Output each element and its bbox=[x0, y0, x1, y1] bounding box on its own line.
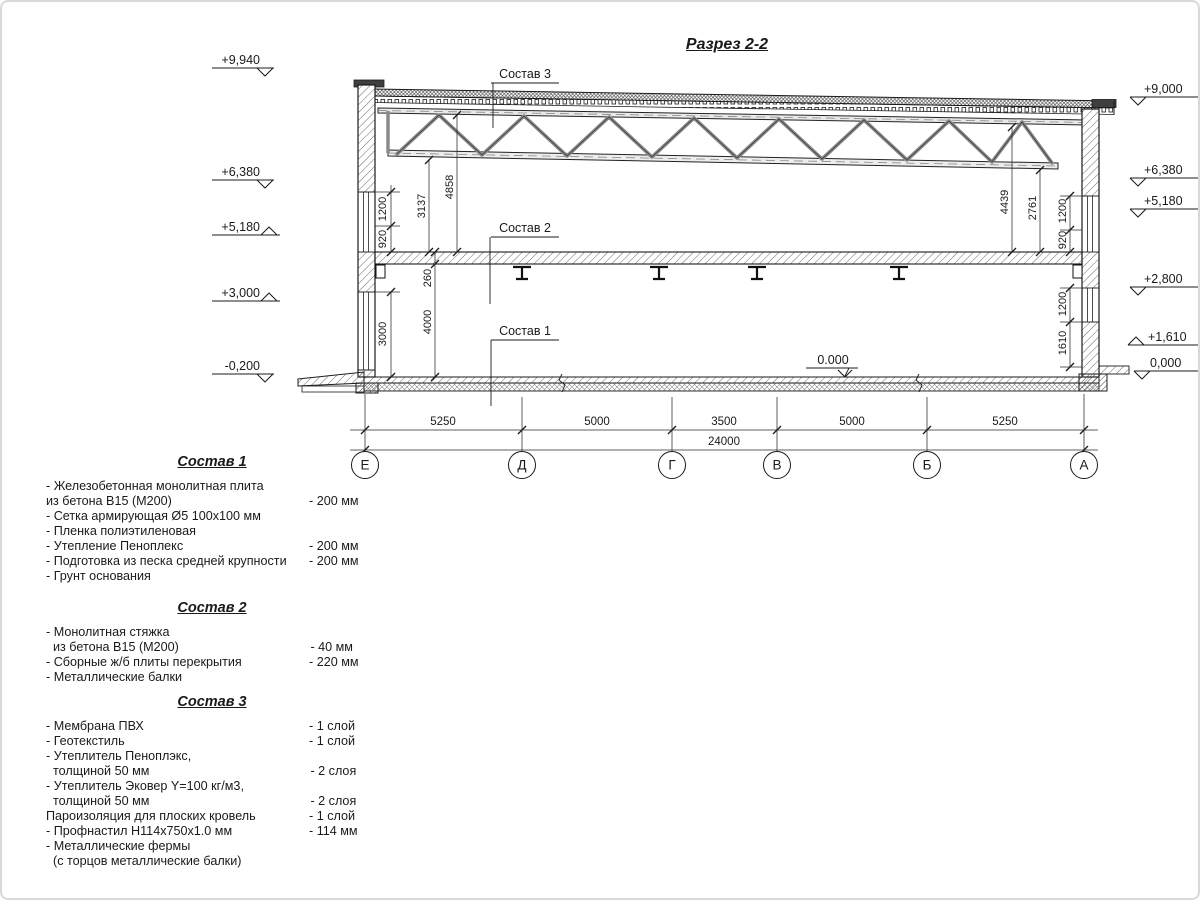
dim-label: 5000 bbox=[584, 416, 610, 428]
layer-value: - 2 слоя bbox=[310, 794, 357, 808]
layer-value: - 200 мм bbox=[309, 539, 359, 553]
elevation-label: +9,000 bbox=[1144, 82, 1183, 96]
layer-name: из бетона В15 (М200) bbox=[53, 640, 179, 654]
legend-section-3 bbox=[46, 694, 378, 869]
apron-left bbox=[298, 372, 364, 386]
elevation-label: +6,380 bbox=[1144, 163, 1183, 177]
layer-value: - 1 слой bbox=[309, 809, 356, 823]
layer-name: - Монолитная стяжка bbox=[46, 625, 170, 639]
elevation-mark bbox=[212, 286, 280, 301]
axis-label: Д bbox=[517, 457, 527, 473]
foundation-right bbox=[1079, 374, 1107, 391]
dim-label: 3500 bbox=[711, 416, 737, 428]
ledge-right bbox=[1099, 366, 1129, 374]
dim-label: 920 bbox=[1057, 230, 1069, 250]
layer-name: - Пленка полиэтиленовая bbox=[46, 524, 196, 538]
elevation-label: +1,610 bbox=[1148, 330, 1187, 344]
layer-value bbox=[309, 479, 378, 494]
legend-heading: Состав 1 bbox=[177, 454, 247, 470]
leader-label: Состав 1 bbox=[499, 324, 551, 338]
layer-value bbox=[309, 625, 378, 640]
layer-value: - 220 мм bbox=[309, 655, 359, 669]
right-wall bbox=[1082, 109, 1099, 377]
dim-label: 2761 bbox=[1027, 195, 1039, 221]
elevation-mark bbox=[1134, 356, 1200, 379]
axis-label: Е bbox=[360, 457, 370, 473]
layer-name: толщиной 50 мм bbox=[53, 764, 150, 778]
layer-name: Пароизоляция для плоских кровель bbox=[46, 809, 256, 823]
layer-name: - Геотекстиль bbox=[46, 734, 125, 748]
elevation-label: 0.000 bbox=[817, 353, 849, 367]
layer-value bbox=[309, 749, 378, 764]
layer-name: - Мембрана ПВХ bbox=[46, 719, 144, 733]
elevation-mark bbox=[1128, 330, 1200, 345]
roof-edge-cap bbox=[1092, 100, 1116, 108]
elevation-label: 0,000 bbox=[1150, 356, 1182, 370]
layer-value: - 40 мм bbox=[310, 640, 353, 654]
dim-label: 5000 bbox=[839, 416, 865, 428]
legend-row bbox=[46, 734, 378, 749]
ground-floor-slab bbox=[298, 366, 1129, 393]
legend-row bbox=[46, 554, 378, 569]
legend-row bbox=[46, 779, 378, 794]
dim-label: 1200 bbox=[1057, 198, 1069, 224]
dim-label: 4000 bbox=[422, 309, 434, 335]
elevation-mark bbox=[1130, 163, 1200, 186]
legend-row bbox=[46, 539, 378, 554]
elevation-label: -0,200 bbox=[224, 359, 260, 373]
bottom-dimensions bbox=[350, 394, 1098, 454]
dim-label: 5250 bbox=[430, 416, 456, 428]
legend-row bbox=[46, 479, 378, 494]
dim-label: 5250 bbox=[992, 416, 1018, 428]
layer-name: - Грунт основания bbox=[46, 569, 151, 583]
dim-total-label: 24000 bbox=[708, 436, 740, 448]
legend-heading: Состав 3 bbox=[177, 694, 247, 710]
layer-name: - Утеплитель Эковер Y=100 кг/м3, bbox=[46, 779, 244, 793]
layer-name: - Сборные ж/б плиты перекрытия bbox=[46, 655, 242, 669]
elevation-label: +5,180 bbox=[221, 220, 260, 234]
floor-slab-mid bbox=[375, 252, 1082, 264]
layer-name: - Металлические балки bbox=[46, 670, 183, 684]
layer-name: - Утеплитель Пеноплэкс, bbox=[46, 749, 192, 763]
leader-label: Состав 3 bbox=[499, 67, 551, 81]
legend-row bbox=[46, 509, 378, 524]
legend-row bbox=[46, 719, 378, 734]
legend-row bbox=[46, 749, 378, 764]
elevation-marks-right bbox=[1128, 82, 1200, 379]
legend-row bbox=[46, 764, 378, 779]
left-wall bbox=[358, 85, 375, 377]
elevation-label: +3,000 bbox=[221, 286, 260, 300]
legend-section-2 bbox=[46, 600, 378, 685]
foundation-left bbox=[356, 383, 378, 393]
legend-row bbox=[46, 569, 378, 584]
layer-name: (с торцов металлические балки) bbox=[53, 854, 242, 868]
legend-row bbox=[46, 824, 378, 839]
layer-name: - Железобетонная монолитная плита bbox=[46, 479, 264, 493]
dim-label: 1610 bbox=[1057, 330, 1069, 356]
layer-name: из бетона В15 (М200) bbox=[46, 494, 172, 508]
axis-label: А bbox=[1079, 457, 1089, 473]
layer-value: - 200 мм bbox=[309, 494, 359, 508]
layer-name: - Металлические фермы bbox=[46, 839, 191, 853]
legend-section-1 bbox=[46, 454, 378, 584]
layer-value bbox=[309, 569, 378, 584]
dim-label: 920 bbox=[377, 229, 389, 249]
dim-label: 1200 bbox=[377, 196, 389, 222]
layer-value: - 1 слой bbox=[309, 719, 356, 733]
layer-name: - Сетка армирующая Ø5 100х100 мм bbox=[46, 509, 261, 523]
legend-row bbox=[46, 809, 378, 824]
layer-value bbox=[310, 854, 378, 869]
dim-label: 4439 bbox=[999, 189, 1011, 215]
elevation-label: +5,180 bbox=[1144, 194, 1183, 208]
elevation-mark bbox=[1130, 82, 1200, 105]
building-section bbox=[298, 80, 1129, 393]
dim-label: 260 bbox=[422, 268, 434, 288]
layer-value: - 1 слой bbox=[309, 734, 356, 748]
roof-truss bbox=[378, 108, 1087, 169]
elevation-label: +6,380 bbox=[221, 165, 260, 179]
layer-value: - 200 мм bbox=[309, 554, 359, 568]
drawing-title: Разрез 2-2 bbox=[685, 36, 769, 53]
elevation-marks-left bbox=[212, 53, 280, 382]
elevation-mark bbox=[1130, 272, 1200, 295]
layer-value bbox=[309, 839, 378, 854]
elevation-mark bbox=[212, 359, 274, 382]
layer-value bbox=[309, 509, 378, 524]
floor-zero-mark bbox=[806, 353, 858, 377]
layer-value: - 114 мм bbox=[309, 824, 358, 838]
layer-name: - Подготовка из песка средней крупности bbox=[46, 554, 287, 568]
dim-label: 1200 bbox=[1057, 291, 1069, 317]
legend-row bbox=[46, 640, 378, 655]
dim-label: 3000 bbox=[377, 321, 389, 347]
elevation-label: +9,940 bbox=[221, 53, 260, 67]
layer-value bbox=[309, 779, 378, 794]
leader-sostav-1 bbox=[491, 324, 559, 406]
layer-value bbox=[309, 524, 378, 539]
layer-name: толщиной 50 мм bbox=[53, 794, 150, 808]
steel-beams bbox=[376, 265, 1082, 279]
layer-name: - Утепление Пеноплекс bbox=[46, 539, 184, 553]
layer-value: - 2 слоя bbox=[310, 764, 357, 778]
layer-name: - Профнастил Н114х750х1.0 мм bbox=[46, 824, 233, 838]
axis-label: Б bbox=[922, 457, 932, 473]
dim-label: 4858 bbox=[444, 174, 456, 200]
legend-heading: Состав 2 bbox=[177, 600, 247, 616]
dim-label: 3137 bbox=[416, 193, 428, 219]
axis-label: Г bbox=[668, 457, 676, 473]
elevation-label: +2,800 bbox=[1144, 272, 1183, 286]
leader-label: Состав 2 bbox=[499, 221, 551, 235]
legend-row bbox=[46, 524, 378, 539]
legend-row bbox=[46, 670, 378, 685]
axis-markers bbox=[352, 452, 1098, 479]
axis-label: В bbox=[772, 457, 782, 473]
legend-row bbox=[46, 854, 378, 869]
elevation-mark bbox=[212, 220, 280, 235]
elevation-mark bbox=[1130, 194, 1200, 217]
legend-row bbox=[46, 794, 378, 809]
legend-row bbox=[46, 655, 378, 670]
legend-row bbox=[46, 625, 378, 640]
legend-row bbox=[46, 494, 378, 509]
legend-row bbox=[46, 839, 378, 854]
elevation-mark bbox=[212, 53, 274, 76]
elevation-mark bbox=[212, 165, 274, 188]
layer-value bbox=[309, 670, 378, 685]
